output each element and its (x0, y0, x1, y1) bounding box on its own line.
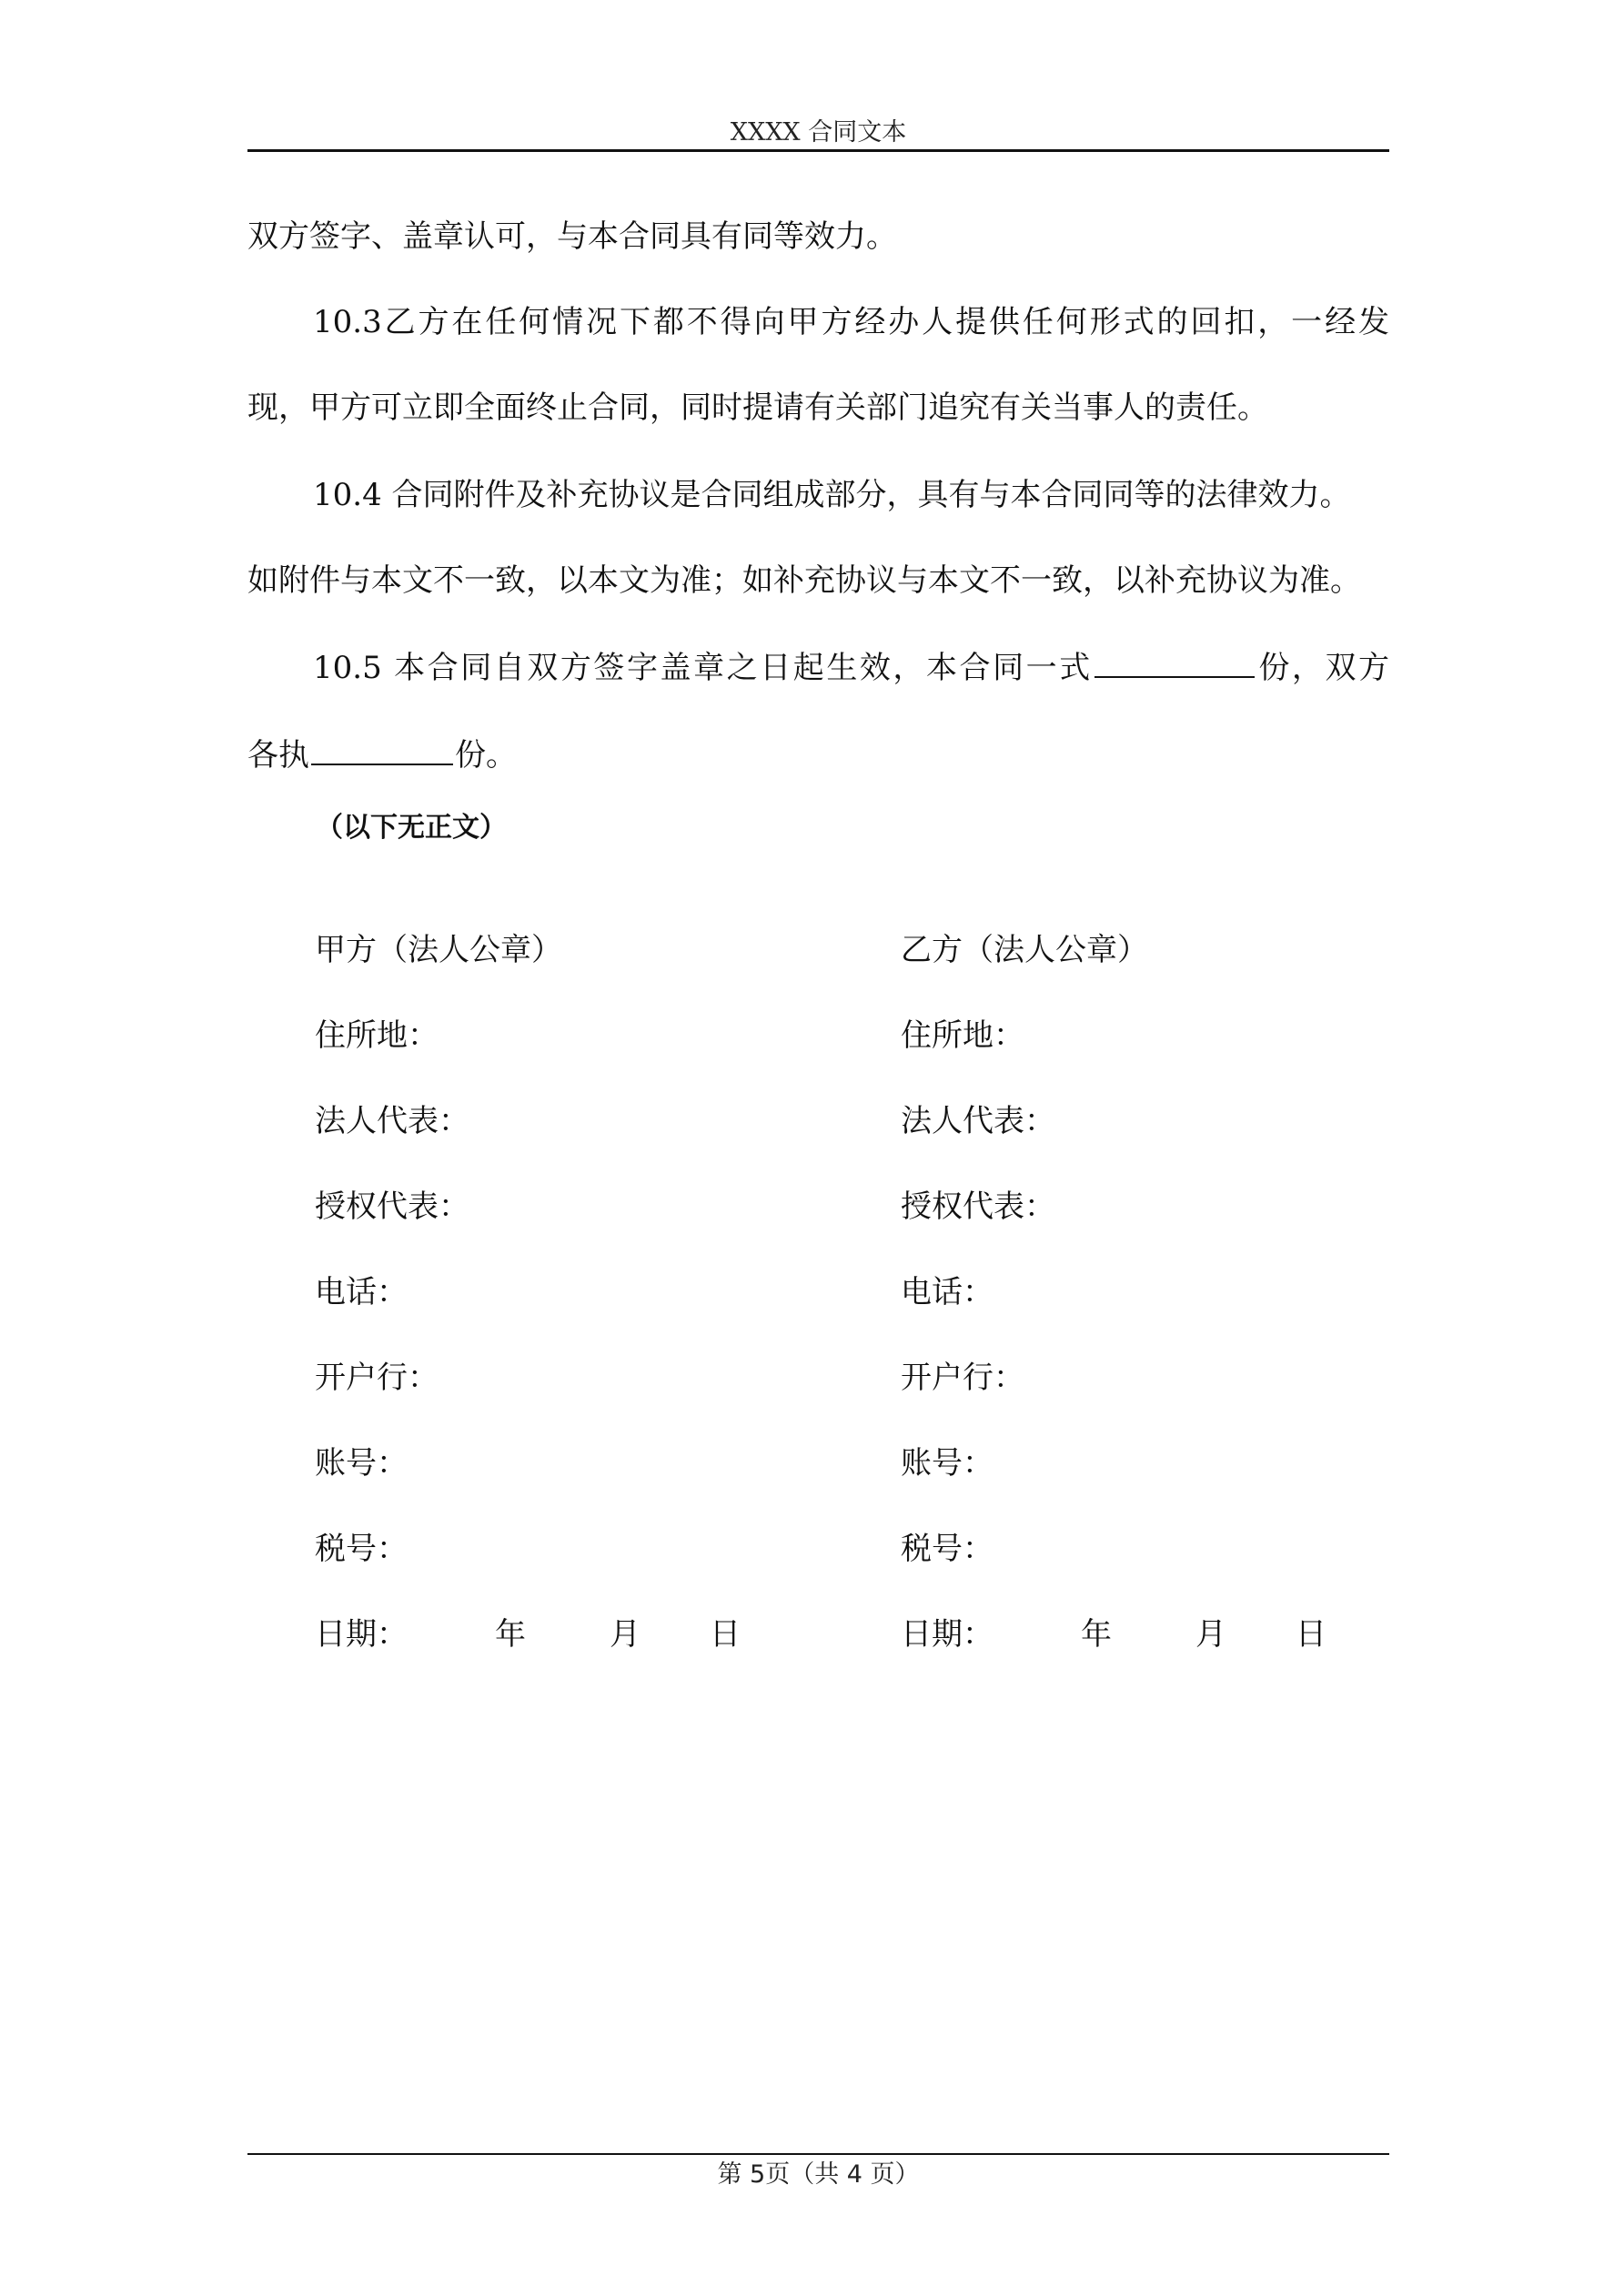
party-a-phone: 电话： (315, 1274, 408, 1310)
clause-10-5-text-1a: 本合同自双方签字盖章之日起生效，本合同一式 (394, 650, 1093, 686)
clause-10-4-text-1: 合同附件及补充协议是合同组成部分，具有与本合同同等的法律效力。 (391, 477, 1351, 513)
party-a-month: 月 (610, 1616, 641, 1653)
party-b-legal-rep: 法人代表： (901, 1103, 1055, 1139)
clause-10-5-line-2 (247, 733, 517, 777)
party-b-auth-rep: 授权代表： (901, 1188, 1055, 1225)
party-a-tax-id: 税号： (315, 1531, 408, 1567)
footer-rule (247, 2153, 1389, 2155)
party-b-tax-id: 税号： (901, 1531, 994, 1567)
party-a-bank: 开户行： (315, 1360, 439, 1396)
party-a-year: 年 (495, 1616, 526, 1653)
party-a-title: 甲方（法人公章） (315, 932, 562, 968)
party-b-title: 乙方（法人公章） (901, 932, 1148, 968)
no-more-text-note: （以下无正文） (316, 812, 507, 844)
party-b-signature-block (901, 928, 1326, 1698)
clause-10-5-line-1 (313, 646, 1389, 690)
copies-total-blank[interactable] (1094, 647, 1255, 678)
party-a-date-row (315, 1613, 741, 1698)
party-b-bank: 开户行： (901, 1360, 1024, 1396)
clause-10-5-number: 10.5 (313, 650, 382, 686)
clause-10-3-text-1: 乙方在任何情况下都不得向甲方经办人提供任何形式的回扣，一经发 (381, 304, 1389, 340)
party-a-date-label: 日期： (315, 1616, 408, 1653)
page-number: 第 5页（共 4 页） (717, 2160, 920, 2189)
party-a-auth-rep: 授权代表： (315, 1188, 469, 1225)
party-a-account: 账号： (315, 1445, 408, 1482)
party-b-day: 日 (1296, 1616, 1326, 1653)
party-b-date-label: 日期： (901, 1616, 994, 1653)
clause-10-5-text-2a: 各执 (247, 737, 309, 774)
party-a-address: 住所地： (315, 1017, 439, 1054)
clause-10-4-line-2: 如附件与本文不一致，以本文为准；如补充协议与本文不一致，以补充协议为准。 (247, 562, 1361, 599)
clause-10-4-number: 10.4 (313, 477, 382, 513)
header-rule (247, 149, 1389, 152)
party-b-year: 年 (1081, 1616, 1112, 1653)
header-title: XXXX 合同文本 (730, 118, 907, 147)
party-a-legal-rep: 法人代表： (315, 1103, 469, 1139)
clause-10-3-line-1 (313, 300, 1389, 344)
clause-10-3-line-2: 现，甲方可立即全面终止合同，同时提请有关部门追究有关当事人的责任。 (247, 389, 1268, 426)
party-b-account: 账号： (901, 1445, 994, 1482)
party-a-signature-block (315, 928, 741, 1698)
clause-10-5-text-2b: 份。 (455, 737, 517, 774)
party-b-month: 月 (1195, 1616, 1226, 1653)
clause-10-2-continuation: 双方签字、盖章认可，与本合同具有同等效力。 (247, 218, 897, 255)
clause-10-4-line-1 (313, 473, 1351, 517)
clause-10-3-number: 10.3 (313, 304, 382, 340)
party-b-address: 住所地： (901, 1017, 1024, 1054)
copies-each-blank[interactable] (311, 734, 453, 765)
party-b-phone: 电话： (901, 1274, 994, 1310)
party-a-day: 日 (710, 1616, 741, 1653)
party-b-date-row (901, 1613, 1326, 1698)
clause-10-5-text-1b: 份，双方 (1256, 650, 1390, 686)
